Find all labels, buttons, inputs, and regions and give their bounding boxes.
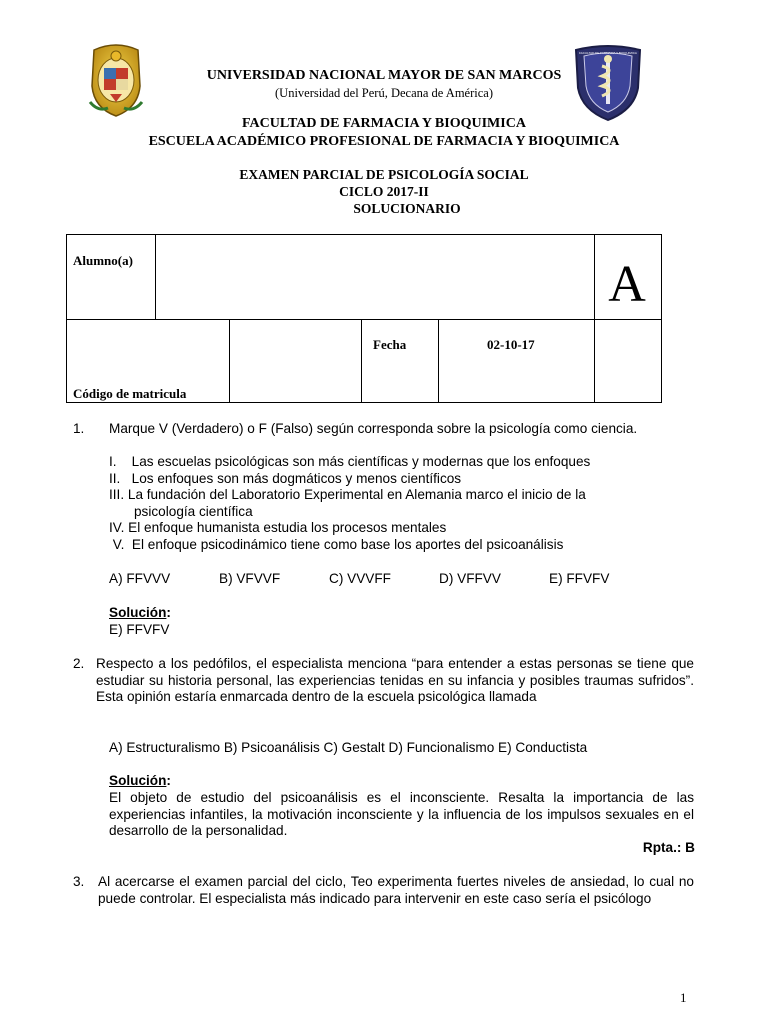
option-a: A) FFVVV [109,571,171,586]
statement-item: III. La fundación del Laboratorio Experimental en Alemania marco el inicio de la [109,487,586,502]
option-d: D) VFFVV [439,571,501,586]
statement-item: IV. El enfoque humanista estudia los procesos mentales [109,520,447,535]
student-label: Alumno(a) [73,253,133,268]
statement-item: II. Los enfoques son más dogmáticos y menos científicos [109,471,462,486]
logo-right-text: FACULTAD DE FARMACIA Y BIOQUIMICA [579,51,637,55]
code-label: Código de matricula [73,386,187,401]
page-number: 1 [680,990,687,1005]
date-value: 02-10-17 [487,337,535,352]
answer-label: Rpta.: B [642,840,695,855]
question-stem: Marque V (Verdadero) o F (Falso) según corresponda sobre la psicología como ciencia. [109,421,638,436]
question-stem: Respecto a los pedófilos, el especialista menciona “para entender a estas personas se tiene que estudiar su historia personal, las experiencias tenidas en su infancia y posibles traumas sufridos”. Esta opinión estaría enmarcada dentro de la escuela psicológica llamada [96,656,694,704]
solution-heading: Solución: [109,773,171,788]
question-stem: Al acercarse el examen parcial del ciclo, Teo experimenta fuertes niveles de ansiedad, lo cual no puede controlar. El especialista más indicado para intervenir en este caso sería el psicólogo [98,874,694,906]
options-line: A) Estructuralismo B) Psicoanálisis C) Gestalt D) Funcionalismo E) Conductista [109,740,588,755]
university-subtitle: (Universidad del Perú, Decana de América) [275,86,493,100]
solution-heading: Solución: [109,605,171,620]
question-number: 1. [73,421,85,436]
option-b: B) VFVVF [219,571,281,586]
question-number: 3. [73,874,85,889]
school-name: ESCUELA ACADÉMICO PROFESIONAL DE FARMACIA Y BIOQUIMICA [148,134,620,149]
date-label: Fecha [373,337,407,352]
exam-version-letter: A [608,256,646,313]
statement-item: V. El enfoque psicodinámico tiene como base los aportes del psicoanálisis [109,537,564,552]
statement-item: psicología científica [134,504,253,519]
exam-title: EXAMEN PARCIAL DE PSICOLOGÍA SOCIAL [239,167,529,182]
solution-text: El objeto de estudio del psicoanálisis es el inconsciente. Resalta la importancia de las experiencias infantiles, la motivación inconsciente y la influencia de los impulsos sexuales en el desarrollo de la personalidad. [109,790,694,838]
option-e: E) FFVFV [549,571,610,586]
statement-item: I. Las escuelas psicológicas son más científicas y modernas que los enfoques [109,454,591,469]
exam-kind: SOLUCIONARIO [353,201,461,216]
question-number: 2. [73,656,85,671]
solution-text: E) FFVFV [109,622,170,637]
option-c: C) VVVFF [329,571,391,586]
exam-cycle: CICLO 2017-II [339,184,429,199]
university-name: UNIVERSIDAD NACIONAL MAYOR DE SAN MARCOS [206,68,562,83]
faculty-name: FACULTAD DE FARMACIA Y BIOQUIMICA [242,116,526,131]
